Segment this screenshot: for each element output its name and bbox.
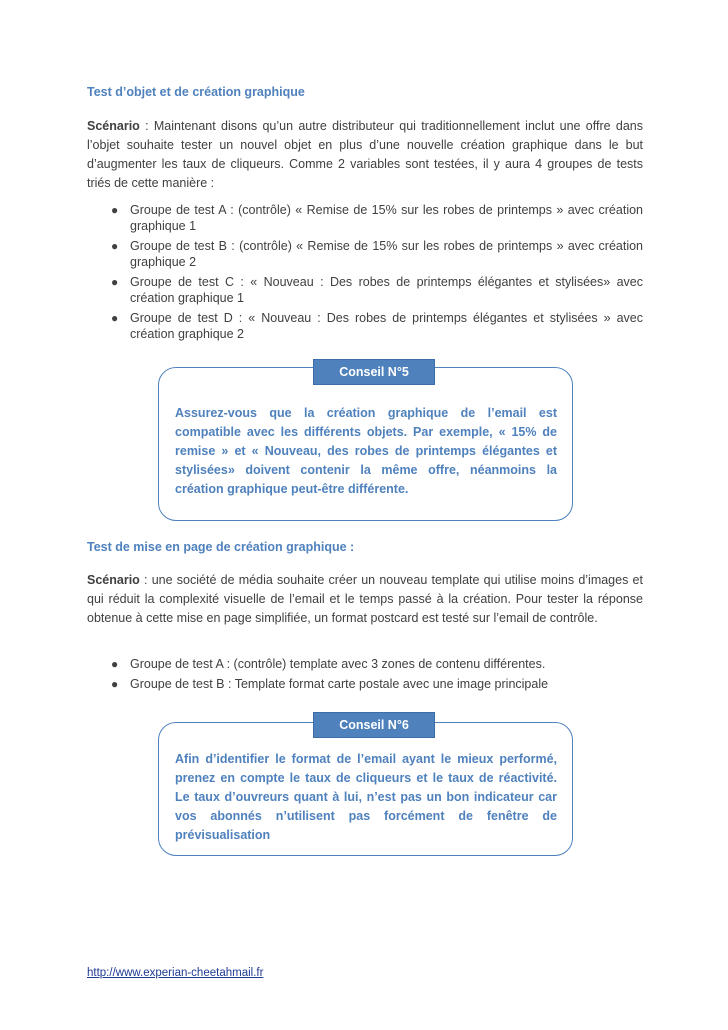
bullet-icon: ● <box>111 275 119 289</box>
list-item-text: Groupe de test B : (contrôle) « Remise de 15% sur les robes de printemps » avec création graphique 2 <box>130 239 643 269</box>
list-item <box>87 676 643 692</box>
list-item-text: Groupe de test C : « Nouveau : Des robes de printemps élégantes et stylisées» avec création graphique 1 <box>130 275 643 305</box>
section-heading-object-test: Test d’objet et de création graphique <box>87 85 305 99</box>
list-item <box>87 656 643 672</box>
scenario-text: : Maintenant disons qu’un autre distributeur qui traditionnellement inclut une offre dans l’objet souhaite tester un nouvel objet en plus d’une nouvelle création graphique dans le but d’augmenter les taux de cliqueurs. Comme 2 variables sont testées, il y aura 4 groupes de tests triés de cette manière : <box>87 119 643 190</box>
bullet-icon: ● <box>111 203 119 217</box>
list-item <box>87 202 643 234</box>
list-item-text: Groupe de test B : Template format carte postale avec une image principale <box>130 677 549 691</box>
test-group-list-1 <box>87 202 643 346</box>
tip-title-5: Conseil N°5 <box>313 359 435 385</box>
list-item <box>87 310 643 342</box>
list-item <box>87 238 643 270</box>
test-group-list-2 <box>87 656 643 696</box>
footer-website-link[interactable]: http://www.experian-cheetahmail.fr <box>87 967 264 979</box>
list-item-text: Groupe de test A : (contrôle) « Remise de 15% sur les robes de printemps » avec création graphique 1 <box>130 203 643 233</box>
section-heading-layout-test: Test de mise en page de création graphique : <box>87 540 355 554</box>
tip-title-6: Conseil N°6 <box>313 712 435 738</box>
bullet-icon: ● <box>111 239 119 253</box>
list-item-text: Groupe de test D : « Nouveau : Des robes de printemps élégantes et stylisées » avec création graphique 2 <box>130 311 643 341</box>
scenario-label: Scénario <box>87 119 140 133</box>
bullet-icon: ● <box>111 311 119 325</box>
list-item <box>87 274 643 306</box>
tip-text-5: Assurez-vous que la création graphique de l’email est compatible avec les différents objets. Par exemple, « 15% de remise » et « Nouveau, des robes de printemps élégantes et stylisées» doivent contenir la même offre, néanmoins la création graphique peut-être différente. <box>175 406 557 496</box>
bullet-icon: ● <box>111 677 119 691</box>
tip-text-6: Afin d’identifier le format de l’email ayant le mieux performé, prenez en compte le taux de cliqueurs et le taux de réactivité. Le taux d’ouvreurs quant à lui, n’est pas un bon indicateur car vos abonnés n’utilisent pas forcément de fenêtre de prévisualisation <box>175 752 557 842</box>
scenario-paragraph-1 <box>87 117 643 193</box>
scenario-paragraph-2 <box>87 571 643 628</box>
scenario-label: Scénario <box>87 573 140 587</box>
list-item-text: Groupe de test A : (contrôle) template avec 3 zones de contenu différentes. <box>130 657 546 671</box>
bullet-icon: ● <box>111 657 119 671</box>
scenario-text: : une société de média souhaite créer un nouveau template qui utilise moins d’images et qui réduit la complexité visuelle de l’email et le temps passé à la création. Pour tester la réponse obtenue à cette mise en page simplifiée, un format postcard est testé sur l’email de contrôle. <box>87 573 643 625</box>
